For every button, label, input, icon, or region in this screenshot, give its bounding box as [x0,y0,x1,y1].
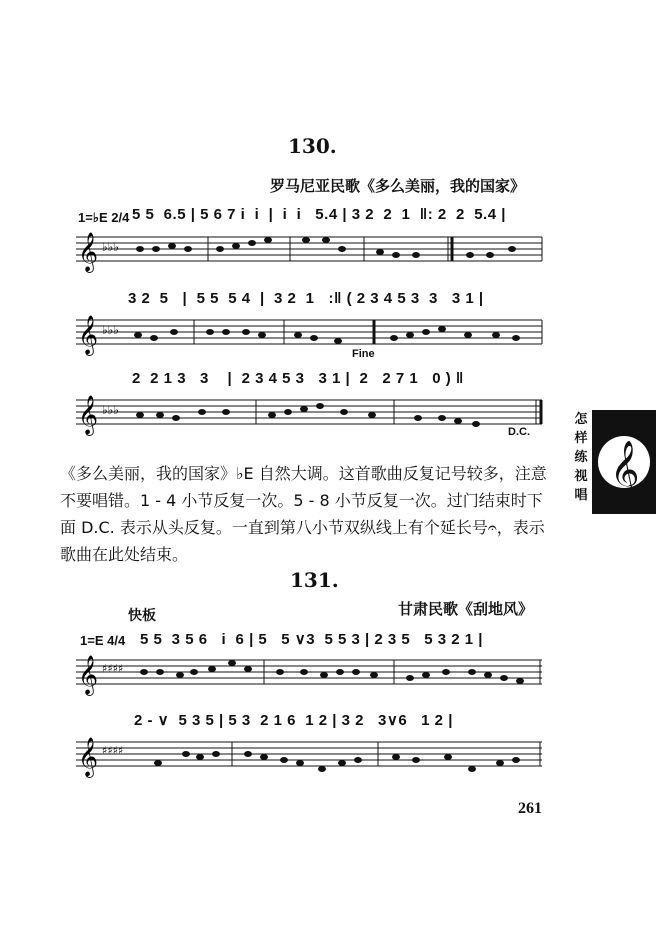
svg-text:♯♯♯♯: ♯♯♯♯ [102,744,124,757]
song-number-130: 130. [288,134,337,158]
song-source-131: 甘肃民歌《刮地风》 [398,600,534,618]
svg-text:𝄞: 𝄞 [78,232,99,272]
svg-text:♭♭♭: ♭♭♭ [102,240,119,254]
jianpu-line-131-2: 2 - ∨ 5 3 5 | 5 3 2 1 6 1 2 | 3 2 3∨6 1 2 | [134,712,453,729]
song-number-131: 131. [290,568,339,592]
jianpu-line-131-1: 5 5 3 5 6 i 6 | 5 5 ∨3 5 5 3 | 2 3 5 5 3 2 1 | [140,631,483,648]
svg-text:𝄞: 𝄞 [78,655,99,695]
svg-text:𝄞: 𝄞 [78,315,99,355]
key-signature-131: 1=E 4/4 [80,633,126,648]
song-source-130: 罗马尼亚民歌《多么美丽，我的国家》 [270,177,526,195]
jianpu-line-130-2: 3 2 5 | 5 5 5 4 | 3 2 1 :‖ ( 2 3 4 5 3 3 3 1 | [128,290,484,307]
svg-text:♯♯♯♯: ♯♯♯♯ [102,662,124,675]
staff-130-1 [76,225,546,275]
jianpu-line-130-3: 2 2 1 3 3 | 2 3 4 5 3 3 1 | 2 2 7 1 0 ) ‖ [132,370,464,387]
svg-text:𝄞: 𝄞 [610,440,640,498]
svg-text:𝄞: 𝄞 [78,395,99,435]
svg-text:𝄞: 𝄞 [78,737,99,777]
staff-130-2 [76,308,546,358]
jianpu-line-130-1: 5 5 6.5 | 5 6 7 i i | i i 5.4 | 3 2 2 1 ‖: 2 2 5.4 | [132,206,506,223]
explanation-paragraph: 《多么美丽，我的国家》♭E 自然大调。这首歌曲反复记号较多，注意不要唱错。1 - 4 小节反复一次。5 - 8 小节反复一次。过门结束时下面 D.C. 表示从头反复。一直到第八小节双纵线上有个延长号𝄐，表示歌曲在此处结束。 [60,464,547,564]
treble-clef-icon [592,410,656,514]
staff-131-2 [76,730,546,780]
fine-marking: Fine [352,348,375,360]
staff-131-1 [76,648,546,698]
page-number: 261 [518,800,542,817]
dc-marking: D.C. [508,426,530,438]
svg-text:♭♭♭: ♭♭♭ [102,403,119,417]
svg-text:♭♭♭: ♭♭♭ [102,323,119,337]
side-tab-text: 怎样练视唱 [574,412,588,503]
side-tab [592,410,656,514]
staff-130-3 [76,388,546,438]
key-signature-130: 1=♭E 2/4 [78,210,130,225]
tempo-marking: 快板 [128,608,156,624]
